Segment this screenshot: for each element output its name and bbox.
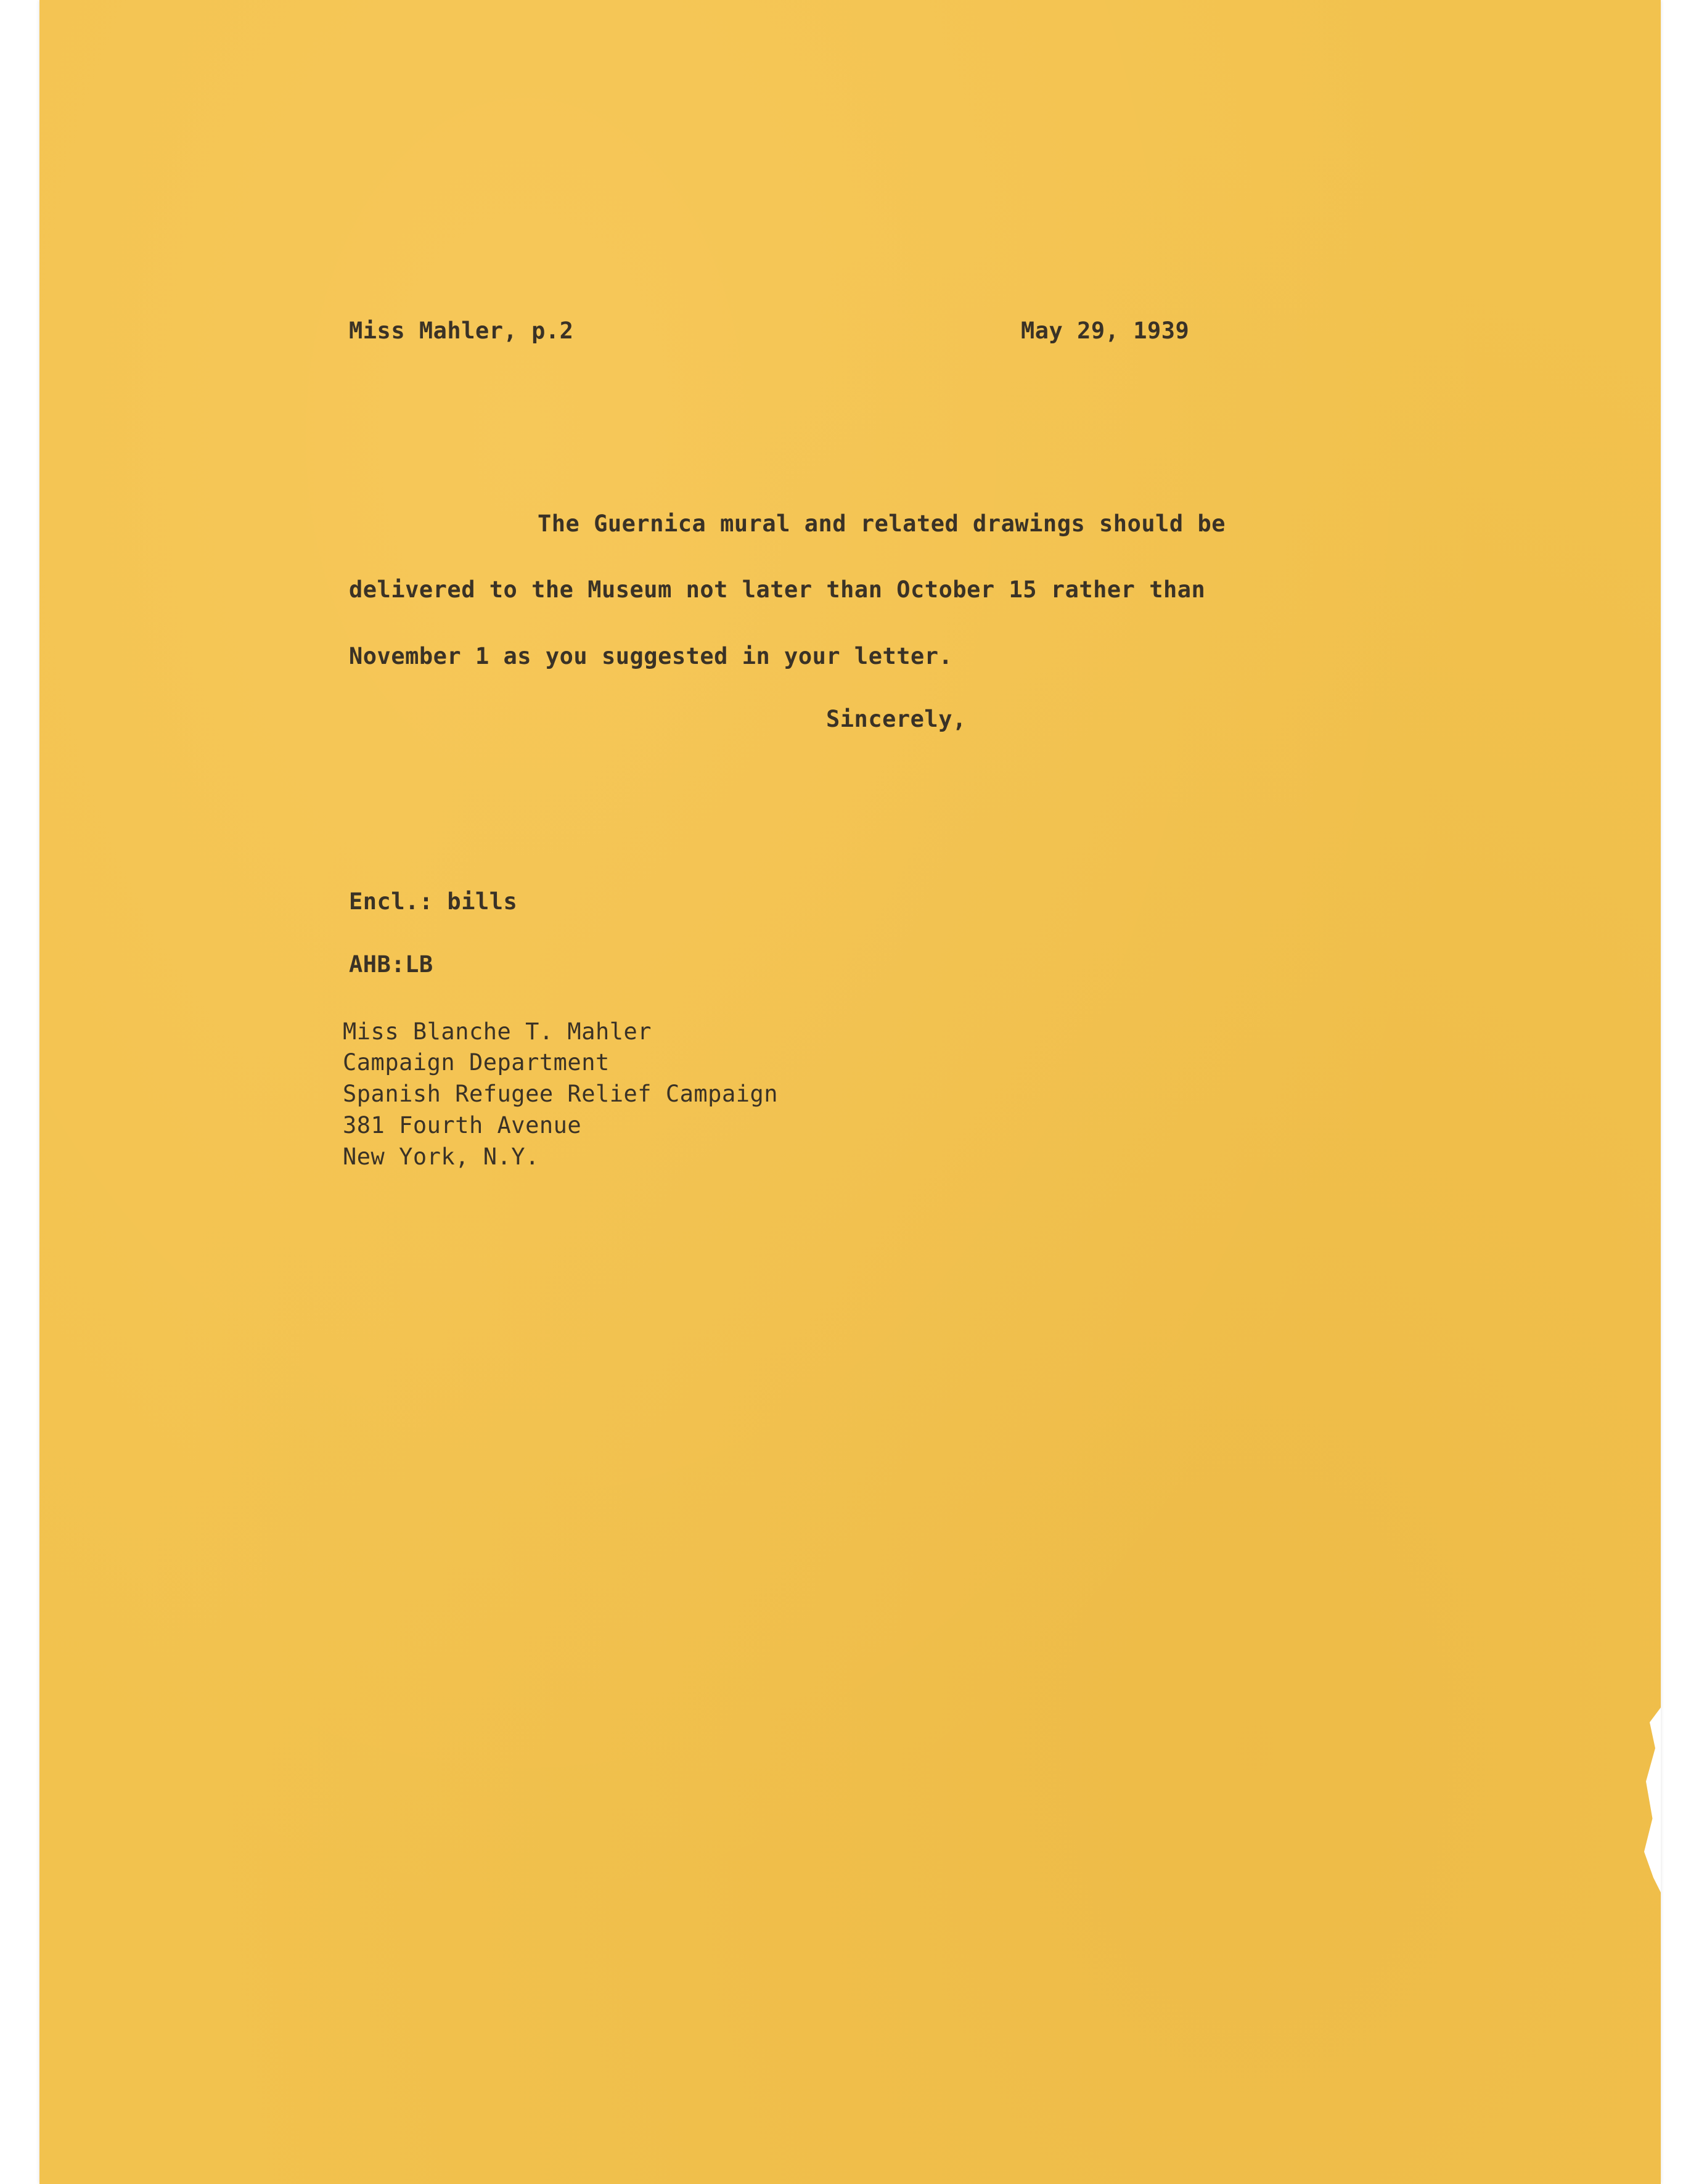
body-line-3: November 1 as you suggested in your letter. [349, 643, 953, 669]
typist-initials: AHB:LB [349, 951, 433, 978]
body-line-2: delivered to the Museum not later than October 15 rather than [349, 576, 1206, 603]
address-line-name: Miss Blanche T. Mahler [343, 1018, 652, 1045]
address-line-department: Campaign Department [343, 1049, 610, 1076]
letter-page [39, 0, 1661, 2184]
closing: Sincerely, [826, 706, 967, 732]
torn-edge [1642, 1708, 1661, 1892]
address-line-city: New York, N.Y. [343, 1143, 539, 1170]
body-line-1: The Guernica mural and related drawings should be [538, 510, 1226, 537]
page-reference: Miss Mahler, p.2 [349, 317, 574, 344]
address-line-street: 381 Fourth Avenue [343, 1112, 582, 1139]
address-line-organization: Spanish Refugee Relief Campaign [343, 1081, 779, 1107]
enclosure-note: Encl.: bills [349, 888, 518, 915]
letter-date: May 29, 1939 [1021, 317, 1190, 344]
